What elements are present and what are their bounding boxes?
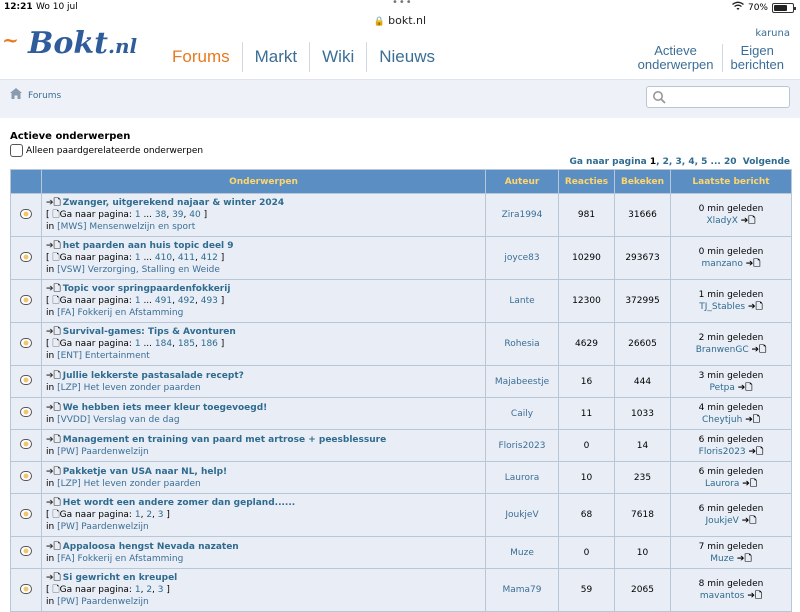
last-post-user[interactable]: manzano — [701, 259, 743, 269]
topic-status-icon-cell — [11, 280, 41, 322]
goto-last-post-icon[interactable]: ➔🗋 — [736, 553, 752, 564]
last-post-user[interactable]: XladyX — [706, 216, 738, 226]
in-label: in — [46, 553, 55, 564]
topic-status-icon — [20, 338, 32, 348]
topic-page-link[interactable]: 1 — [134, 339, 141, 349]
topic-views: 372995 — [615, 280, 670, 322]
page-doc-icon: 🗋 — [52, 510, 60, 520]
in-label: in — [46, 265, 55, 275]
topic-forum — [46, 382, 481, 394]
topic-replies: 12300 — [559, 280, 614, 322]
topic-page-link[interactable]: 40 — [189, 210, 201, 220]
topic-status-icon-cell — [11, 430, 41, 461]
in-label: in — [46, 414, 55, 425]
topic-views: 444 — [615, 366, 670, 397]
nav-wiki[interactable]: Wiki — [310, 42, 367, 72]
last-post-time: 6 min geleden — [698, 466, 764, 477]
topic-cell — [42, 366, 485, 397]
topic-status-icon — [20, 407, 32, 417]
new-post-icon[interactable]: ➔🗋 — [46, 434, 61, 445]
home-icon[interactable] — [10, 88, 22, 99]
header-links — [630, 44, 792, 72]
own-posts-line1: Eigen — [740, 43, 774, 58]
topic-forum — [46, 350, 481, 362]
topic-views: 14 — [615, 430, 670, 461]
new-post-icon[interactable]: ➔🗋 — [46, 370, 61, 381]
table-row[interactable] — [11, 430, 791, 461]
topic-forum-link[interactable]: [ENT] Entertainment — [57, 351, 150, 361]
new-post-icon[interactable]: ➔🗋 — [46, 241, 61, 251]
topic-forum — [46, 521, 481, 533]
topic-status-icon — [20, 252, 32, 262]
topic-cell — [42, 323, 485, 365]
topic-forum — [46, 446, 481, 458]
topic-forum — [46, 553, 481, 565]
last-post-user[interactable]: Laurora — [704, 478, 740, 489]
goto-last-post-icon[interactable]: ➔🗋 — [745, 414, 760, 425]
topic-last-post — [671, 569, 791, 611]
active-topics-link[interactable] — [630, 44, 722, 72]
horse-filter[interactable] — [10, 144, 203, 157]
topic-forum-link[interactable]: [PW] Paardenwelzijn — [57, 446, 149, 457]
last-post-time: 0 min geleden — [698, 204, 764, 214]
topic-last-post — [671, 398, 791, 429]
goto-last-post-icon[interactable]: ➔🗋 — [737, 382, 753, 393]
last-post-time: 7 min geleden — [698, 541, 764, 552]
topic-page-link[interactable]: 1 — [134, 510, 141, 520]
table-header-row — [11, 170, 791, 193]
in-label: in — [46, 351, 55, 361]
topic-title-link[interactable]: Si gewricht en kreupel — [62, 573, 178, 583]
horse-filter-label: Alleen paardgerelateerde onderwerpen — [26, 145, 204, 156]
search-icon — [652, 90, 666, 104]
goto-last-post-icon[interactable]: ➔🗋 — [748, 446, 764, 457]
topic-page-link[interactable]: 2 — [146, 510, 153, 520]
active-topics-line2: onderwerpen — [637, 57, 714, 72]
topic-forum-link[interactable]: [PW] Paardenwelzijn — [57, 597, 149, 607]
search-input[interactable] — [646, 86, 790, 108]
topic-author[interactable]: joyce83 — [486, 237, 558, 279]
topic-status-icon-cell — [11, 537, 41, 568]
header-blank — [11, 170, 41, 193]
table-row[interactable] — [11, 194, 791, 236]
status-date: Wo 10 jul — [36, 2, 78, 12]
topic-status-icon-cell — [11, 323, 41, 365]
topic-page-link[interactable]: 186 — [200, 339, 218, 349]
last-post-user[interactable]: mavantos — [699, 591, 745, 601]
topic-title-link[interactable]: Het wordt een andere zomer dan gepland...... — [62, 498, 296, 508]
topic-status-icon — [20, 509, 32, 519]
topic-replies: 981 — [559, 194, 614, 236]
last-post-time: 4 min geleden — [698, 402, 764, 413]
topic-cell — [42, 462, 485, 493]
topic-replies: 10290 — [559, 237, 614, 279]
page-5[interactable]: 5 — [701, 157, 708, 167]
topic-forum — [46, 478, 481, 490]
topic-status-icon — [20, 471, 32, 481]
new-post-icon[interactable]: ➔🗋 — [46, 466, 61, 477]
topic-cell — [42, 398, 485, 429]
goto-last-post-icon[interactable]: ➔🗋 — [747, 591, 763, 601]
topic-title-link[interactable]: Jullie lekkerste pastasalade recept? — [62, 370, 244, 381]
in-label: in — [46, 382, 55, 393]
pagination-label: Ga naar pagina — [569, 157, 647, 167]
topic-views: 293673 — [615, 237, 670, 279]
topic-page-link[interactable]: 2 — [146, 585, 153, 595]
topic-page-link[interactable]: 492 — [177, 296, 195, 306]
last-post-time: 6 min geleden — [698, 504, 764, 514]
breadcrumb-forums[interactable]: Forums — [28, 91, 62, 101]
topic-status-icon — [20, 295, 32, 305]
page-3[interactable]: 3 — [675, 157, 682, 167]
topic-author[interactable]: Laurora — [486, 462, 558, 493]
topic-replies: 0 — [559, 537, 614, 568]
topic-author[interactable]: Majabeestje — [486, 366, 558, 397]
goto-prefix: Ga naar pagina: — [59, 339, 132, 349]
new-post-icon[interactable]: ➔🗋 — [46, 327, 61, 337]
header-last-post[interactable]: Laatste bericht — [671, 170, 791, 193]
topic-status-icon — [20, 546, 32, 556]
url-text: bokt.nl — [388, 14, 427, 27]
topic-author[interactable]: Floris2023 — [486, 430, 558, 461]
page-4[interactable]: 4 — [688, 157, 695, 167]
topic-author[interactable]: Lante — [486, 280, 558, 322]
topic-page-link[interactable]: 1 — [134, 585, 141, 595]
table-row[interactable] — [11, 280, 791, 322]
topics-table-wrap — [10, 169, 790, 612]
logo-tld: .nl — [108, 34, 138, 58]
wifi-icon — [732, 2, 744, 14]
header-author[interactable]: Auteur — [486, 170, 558, 193]
nav-forums[interactable]: Forums — [160, 42, 243, 72]
page-title: Actieve onderwerpen — [10, 131, 131, 142]
page-doc-icon: 🗋 — [52, 296, 60, 306]
last-post-user[interactable]: JoukjeV — [705, 516, 739, 526]
nav-markt[interactable]: Markt — [243, 42, 311, 72]
topic-page-link[interactable]: 38 — [154, 210, 167, 220]
topic-forum-link[interactable]: [FA] Fokkerij en Afstamming — [57, 308, 184, 318]
topic-title-link[interactable]: Survival-games: Tips & Avonturen — [62, 327, 236, 337]
own-posts-link[interactable] — [722, 44, 792, 72]
topic-replies: 10 — [559, 462, 614, 493]
topic-author[interactable]: Muze — [486, 537, 558, 568]
horse-filter-checkbox[interactable] — [10, 144, 23, 157]
new-post-icon[interactable]: ➔🗋 — [46, 198, 61, 208]
in-label: in — [46, 478, 55, 489]
bokt-logo[interactable] — [2, 26, 138, 61]
topic-title-link[interactable]: Appaloosa hengst Nevada nazaten — [62, 541, 239, 552]
table-row[interactable] — [11, 323, 791, 365]
new-post-icon[interactable]: ➔🗋 — [46, 573, 61, 583]
active-topics-line1: Actieve — [654, 43, 697, 58]
last-post-time: 3 min geleden — [698, 370, 764, 381]
new-post-icon[interactable]: ➔🗋 — [46, 402, 61, 413]
header-replies[interactable]: Reacties — [559, 170, 614, 193]
topic-views: 2065 — [615, 569, 670, 611]
topic-cell — [42, 494, 485, 536]
topic-forum — [46, 221, 481, 233]
topic-cell — [42, 430, 485, 461]
topic-status-icon — [20, 439, 32, 449]
goto-last-post-icon[interactable]: ➔🗋 — [741, 516, 757, 526]
topic-forum — [46, 264, 481, 276]
topic-page-link[interactable]: 39 — [172, 210, 184, 220]
topic-author[interactable]: Rohesia — [486, 323, 558, 365]
topic-page-link[interactable]: 411 — [177, 253, 195, 263]
main-nav — [160, 42, 447, 72]
more-dots-icon[interactable]: ••• — [392, 0, 413, 8]
goto-prefix: Ga naar pagina: — [59, 510, 132, 520]
topic-page-link[interactable]: 3 — [157, 585, 164, 595]
topic-status-icon-cell — [11, 398, 41, 429]
status-bar — [0, 0, 800, 14]
goto-last-post-icon[interactable]: ➔🗋 — [747, 302, 763, 312]
last-post-user[interactable]: Muze — [710, 553, 735, 564]
topic-page-link[interactable]: 3 — [157, 510, 164, 520]
topic-page-link[interactable]: 184 — [154, 339, 173, 349]
lock-icon: 🔒 — [373, 17, 386, 27]
topic-title-link[interactable]: het paarden aan huis topic deel 9 — [62, 241, 234, 251]
in-label: in — [46, 222, 55, 232]
topic-title-link[interactable]: Pakketje van USA naar NL, help! — [62, 466, 228, 477]
topic-status-icon-cell — [11, 494, 41, 536]
last-post-time: 1 min geleden — [698, 290, 764, 300]
topic-views: 1033 — [615, 398, 670, 429]
goto-last-post-icon[interactable]: ➔🗋 — [751, 345, 767, 355]
topic-author[interactable]: Mama79 — [486, 569, 558, 611]
topic-views: 235 — [615, 462, 670, 493]
topic-forum-link[interactable]: [LZP] Het leven zonder paarden — [57, 478, 201, 489]
topic-title-link[interactable]: Management en training van paard met artrose + peesblessure — [62, 434, 387, 445]
topic-replies: 59 — [559, 569, 614, 611]
topic-replies: 68 — [559, 494, 614, 536]
battery-percent: 70% — [747, 3, 768, 13]
topic-pages: [ 🗋Ga naar pagina: 1, 2, 3 ] — [46, 585, 170, 595]
topic-author[interactable]: JoukjeV — [486, 494, 558, 536]
in-label: in — [46, 522, 55, 532]
battery-icon — [772, 3, 794, 13]
last-post-user[interactable]: BranwenGC — [695, 345, 749, 355]
topic-replies: 0 — [559, 430, 614, 461]
table-row[interactable] — [11, 494, 791, 536]
new-post-icon[interactable]: ➔🗋 — [46, 498, 61, 508]
last-post-user[interactable]: Cheytjuh — [702, 414, 743, 425]
topic-forum — [46, 307, 481, 319]
page-2[interactable]: 2 — [662, 157, 669, 167]
goto-prefix: Ga naar pagina: — [59, 585, 132, 595]
page-doc-icon: 🗋 — [52, 585, 60, 595]
topic-page-link[interactable]: 493 — [200, 296, 218, 306]
topic-views: 7618 — [615, 494, 670, 536]
table-row[interactable] — [11, 237, 791, 279]
topic-last-post — [671, 537, 791, 568]
page-doc-icon: 🗋 — [52, 253, 60, 263]
topic-status-icon — [20, 375, 32, 385]
topic-status-icon-cell — [11, 237, 41, 279]
new-post-icon[interactable]: ➔🗋 — [46, 284, 61, 294]
last-post-time: 0 min geleden — [698, 247, 764, 257]
topic-page-link[interactable]: 1 — [134, 296, 141, 306]
pagination: Ga naar pagina 1, 2, 3, 4, 5 ... 20 Volgende — [569, 157, 790, 167]
page-doc-icon: 🗋 — [52, 210, 60, 220]
last-post-user[interactable]: Petpa — [709, 382, 735, 393]
page-doc-icon: 🗋 — [52, 339, 60, 349]
topic-page-link[interactable]: 412 — [200, 253, 218, 263]
topic-title-link[interactable]: We hebben iets meer kleur toegevoegd! — [62, 402, 268, 413]
topic-page-link[interactable]: 185 — [177, 339, 195, 349]
goto-last-post-icon[interactable]: ➔🗋 — [745, 259, 761, 269]
table-row[interactable] — [11, 569, 791, 611]
topic-status-icon-cell — [11, 194, 41, 236]
topic-cell — [42, 569, 485, 611]
in-label: in — [46, 597, 55, 607]
topic-cell — [42, 194, 485, 236]
own-posts-line2: berichten — [730, 57, 784, 72]
topic-last-post — [671, 462, 791, 493]
topic-pages: [ 🗋Ga naar pagina: 1, 2, 3 ] — [46, 510, 170, 520]
goto-last-post-icon[interactable]: ➔🗋 — [742, 478, 758, 489]
topic-forum-link[interactable]: [LZP] Het leven zonder paarden — [57, 382, 201, 393]
new-post-icon[interactable]: ➔🗋 — [46, 541, 61, 552]
topic-views: 31666 — [615, 194, 670, 236]
topic-last-post — [671, 494, 791, 536]
topic-cell — [42, 237, 485, 279]
last-post-user[interactable]: TJ_Stables — [699, 302, 746, 312]
logo-main: Bokt — [28, 26, 109, 61]
topic-forum-link[interactable]: [PW] Paardenwelzijn — [57, 522, 149, 532]
page-last[interactable]: 20 — [723, 157, 737, 167]
goto-prefix: Ga naar pagina: — [59, 253, 132, 263]
in-label: in — [46, 446, 55, 457]
topic-status-icon — [20, 209, 32, 219]
last-post-time: 2 min geleden — [698, 333, 764, 343]
last-post-user[interactable]: Floris2023 — [698, 446, 746, 457]
topic-cell — [42, 537, 485, 568]
site-header — [0, 26, 800, 80]
topic-page-link[interactable]: 410 — [154, 253, 173, 263]
topic-page-link[interactable]: 1 — [134, 210, 141, 220]
topic-page-link[interactable]: 1 — [134, 253, 141, 263]
topic-cell — [42, 280, 485, 322]
topic-last-post — [671, 280, 791, 322]
topic-status-icon-cell — [11, 569, 41, 611]
topic-forum — [46, 596, 481, 608]
topic-pages: [ 🗋Ga naar pagina: 1 ... 410, 411, 412 ] — [46, 253, 225, 263]
user-menu[interactable]: karuna — [755, 28, 790, 39]
table-row[interactable] — [11, 537, 791, 568]
topic-status-icon-cell — [11, 462, 41, 493]
topic-title-link[interactable]: Topic voor springpaardenfokkerij — [62, 284, 231, 294]
topic-forum-link[interactable]: [MWS] Mensenwelzijn en sport — [57, 222, 196, 232]
header-topics[interactable]: Onderwerpen — [42, 170, 485, 193]
topic-views: 10 — [615, 537, 670, 568]
topic-pages: [ 🗋Ga naar pagina: 1 ... 491, 492, 493 ] — [46, 296, 225, 306]
table-row[interactable] — [11, 398, 791, 429]
last-post-time: 8 min geleden — [698, 579, 764, 589]
topic-last-post — [671, 430, 791, 461]
topic-title-link[interactable]: Zwanger, uitgerekend najaar & winter 2024 — [62, 198, 285, 208]
topic-pages: [ 🗋Ga naar pagina: 1 ... 38, 39, 40 ] — [46, 210, 208, 220]
topic-pages: [ 🗋Ga naar pagina: 1 ... 184, 185, 186 ] — [46, 339, 225, 349]
page-1[interactable]: 1 — [649, 157, 657, 167]
breadcrumb-bar — [0, 80, 800, 118]
topic-forum-link[interactable]: [VVDD] Verslag van de dag — [57, 414, 180, 425]
topic-status-icon-cell — [11, 366, 41, 397]
in-label: in — [46, 308, 55, 318]
last-post-time: 6 min geleden — [698, 434, 764, 445]
topic-last-post — [671, 237, 791, 279]
topic-views: 26605 — [615, 323, 670, 365]
topic-last-post — [671, 366, 791, 397]
topic-status-icon — [20, 584, 32, 594]
topic-forum — [46, 414, 481, 426]
topic-author[interactable]: Caily — [486, 398, 558, 429]
topics-table — [10, 169, 792, 612]
goto-last-post-icon[interactable]: ➔🗋 — [740, 216, 756, 226]
next-page-link[interactable]: Volgende — [742, 157, 790, 167]
topic-last-post — [671, 194, 791, 236]
topic-forum-link[interactable]: [FA] Fokkerij en Afstamming — [57, 553, 184, 564]
topic-replies: 11 — [559, 398, 614, 429]
topic-forum-link[interactable]: [VSW] Verzorging, Stalling en Weide — [57, 265, 220, 275]
goto-prefix: Ga naar pagina: — [59, 210, 132, 220]
status-time: 12:21 — [4, 2, 33, 12]
header-views[interactable]: Bekeken — [615, 170, 670, 193]
topic-page-link[interactable]: 491 — [154, 296, 173, 306]
nav-nieuws[interactable]: Nieuws — [379, 47, 435, 66]
battery-fill — [774, 5, 787, 11]
logo-swoosh-icon: ~ — [2, 28, 19, 52]
topic-last-post — [671, 323, 791, 365]
table-row[interactable] — [11, 462, 791, 493]
topic-replies: 4629 — [559, 323, 614, 365]
table-row[interactable] — [11, 366, 791, 397]
topic-replies: 16 — [559, 366, 614, 397]
topic-author[interactable]: Zira1994 — [486, 194, 558, 236]
goto-prefix: Ga naar pagina: — [59, 296, 132, 306]
